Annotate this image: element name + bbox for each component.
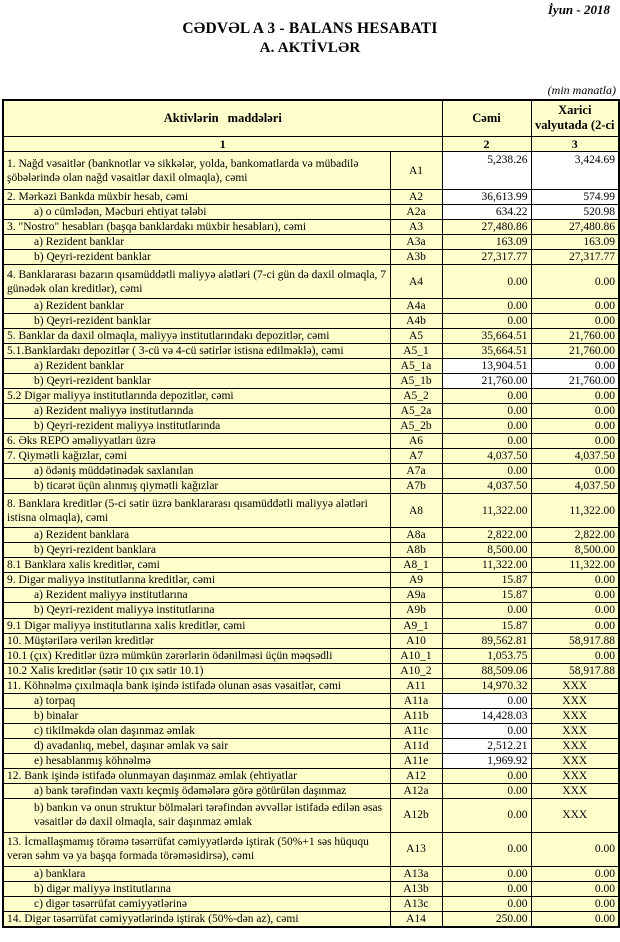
row-label-cell: 6. Əks REPO əməliyyatları üzrə [3,434,390,449]
table-row [3,618,619,633]
row-label-cell: 5. Banklar da daxil olmaqla, maliyyə institutlarındakı depozitlər, cəmi [3,329,390,344]
table-row [3,152,619,190]
row-total-cell: 27,480.86 [442,220,531,235]
row-code-cell: A8b [390,543,442,558]
column-number-foreign: 3 [531,136,619,152]
column-number-items: 1 [3,136,442,152]
unit-note: (min manatla) [547,83,616,97]
column-number-row [3,136,619,152]
row-foreign-cell: 0.00 [531,314,619,329]
row-code-cell: A4a [390,299,442,314]
row-code-cell: A5_1 [390,344,442,359]
table-row [3,603,619,618]
row-total-cell: 88,509.06 [442,663,531,678]
row-code-cell: A8a [390,528,442,543]
table-row [3,449,619,464]
row-foreign-cell: 27,317.77 [531,250,619,265]
row-total-cell: 2,512.21 [442,738,531,753]
row-label-cell: 1. Nağd vəsaitlər (banknotlar və sikkələr, yolda, bankomatlarda və mübadilə şöbələrində olan nağd vəsaitlər daxil olmaqla), cəmi [3,152,390,190]
row-code-cell: A7b [390,479,442,494]
row-total-cell: 15.87 [442,588,531,603]
row-total-cell: 0.00 [442,693,531,708]
row-total-cell: 0.00 [442,603,531,618]
row-foreign-cell: 27,480.86 [531,220,619,235]
table-row [3,738,619,753]
row-label-cell: b) Qeyri-rezident maliyyə institutlarında [3,419,390,434]
row-foreign-cell: 3,424.69 [531,152,619,190]
table-row [3,220,619,235]
table-row [3,798,619,832]
row-foreign-cell: 4,037.50 [531,479,619,494]
table-row [3,768,619,783]
table-row [3,479,619,494]
row-total-cell: 27,317.77 [442,250,531,265]
row-label-cell: b) bankın və onun struktur bölmələri tərəfindən əvvəllər istifadə edilən əsas vəsaitlər də daxil olmaqla, sair daşınmaz əmlak [3,798,390,832]
table-row [3,265,619,299]
row-foreign-cell: 58,917.88 [531,663,619,678]
table-row [3,314,619,329]
column-header-foreign: Xarici valyutada (2-ci [531,100,619,136]
table-row [3,419,619,434]
table-row [3,588,619,603]
row-label-cell: b) Qeyri-rezident banklar [3,314,390,329]
row-label-cell: a) Rezident banklara [3,528,390,543]
table-row [3,753,619,768]
row-foreign-cell: XXX [531,738,619,753]
row-total-cell: 163.09 [442,235,531,250]
row-foreign-cell: 0.00 [531,648,619,663]
table-header-row [3,100,619,136]
row-label-cell: 10. Müştərilərə verilən kreditlər [3,633,390,648]
row-code-cell: A3b [390,250,442,265]
row-foreign-cell: 0.00 [531,434,619,449]
row-total-cell: 250.00 [442,911,531,927]
row-foreign-cell: 0.00 [531,464,619,479]
row-label-cell: 4. Banklararası bazarın qısamüddətli maliyyə alətləri (7-ci gün də daxil olmaqla, 7 günədək olan kreditlər), cəmi [3,265,390,299]
row-total-cell: 36,613.99 [442,190,531,205]
table-row [3,558,619,573]
table-row [3,573,619,588]
row-total-cell: 1,053.75 [442,648,531,663]
row-code-cell: A4b [390,314,442,329]
row-label-cell: 8.1 Banklara xalis kreditlər, cəmi [3,558,390,573]
row-label-cell: 9. Digər maliyyə institutlarına kreditlər, cəmi [3,573,390,588]
row-code-cell: A12 [390,768,442,783]
row-label-cell: 14. Digər təsərrüfat cəmiyyətlərində iştirak (50%-dən az), cəmi [3,911,390,927]
row-total-cell: 0.00 [442,881,531,896]
row-foreign-cell: XXX [531,753,619,768]
column-number-total: 2 [442,136,531,152]
row-foreign-cell: XXX [531,693,619,708]
row-total-cell: 0.00 [442,723,531,738]
row-foreign-cell: 21,760.00 [531,374,619,389]
table-row [3,528,619,543]
row-code-cell: A8_1 [390,558,442,573]
row-foreign-cell: 0.00 [531,389,619,404]
row-code-cell: A7 [390,449,442,464]
row-code-cell: A6 [390,434,442,449]
row-foreign-cell: 520.98 [531,205,619,220]
row-code-cell: A5_2b [390,419,442,434]
row-label-cell: d) avadanlıq, mebel, daşınar əmlak və sair [3,738,390,753]
table-row [3,344,619,359]
row-foreign-cell: 574.99 [531,190,619,205]
row-label-cell: 7. Qiymətli kağızlar, cəmi [3,449,390,464]
row-label-cell: 8. Banklara kreditlər (5-ci sətir üzrə banklararası qısamüddətli maliyyə alətləri istisna olmaqla), cəmi [3,494,390,528]
row-total-cell: 0.00 [442,299,531,314]
row-code-cell: A4 [390,265,442,299]
row-total-cell: 0.00 [442,798,531,832]
table-row [3,911,619,927]
table-row [3,494,619,528]
row-code-cell: A7a [390,464,442,479]
row-total-cell: 0.00 [442,866,531,881]
row-code-cell: A10_1 [390,648,442,663]
row-foreign-cell: 0.00 [531,603,619,618]
row-code-cell: A13a [390,866,442,881]
row-code-cell: A8 [390,494,442,528]
row-foreign-cell: 0.00 [531,573,619,588]
table-row [3,190,619,205]
row-label-cell: a) banklara [3,866,390,881]
table-row [3,250,619,265]
row-label-cell: b) Qeyri-rezident banklar [3,374,390,389]
table-row [3,723,619,738]
row-foreign-cell: XXX [531,798,619,832]
table-row [3,633,619,648]
row-label-cell: a) Rezident banklar [3,359,390,374]
row-label-cell: a) bank tərəfindən vaxtı keçmiş ödəmələrə görə götürülən daşınmaz [3,783,390,798]
row-code-cell: A14 [390,911,442,927]
row-total-cell: 21,760.00 [442,374,531,389]
row-foreign-cell: 0.00 [531,419,619,434]
row-foreign-cell: 0.00 [531,265,619,299]
row-total-cell: 0.00 [442,832,531,866]
row-foreign-cell: 0.00 [531,832,619,866]
row-total-cell: 1,969.92 [442,753,531,768]
row-foreign-cell: XXX [531,708,619,723]
row-code-cell: A11e [390,753,442,768]
row-total-cell: 2,822.00 [442,528,531,543]
row-total-cell: 11,322.00 [442,494,531,528]
row-total-cell: 0.00 [442,768,531,783]
row-foreign-cell: XXX [531,768,619,783]
row-code-cell: A5_2a [390,404,442,419]
row-label-cell: 5.1.Banklardakı depozitlər ( 3-cü və 4-cü sətirlər istisna edilməklə), cəmi [3,344,390,359]
row-foreign-cell: 11,322.00 [531,494,619,528]
row-foreign-cell: 163.09 [531,235,619,250]
table-row [3,896,619,911]
report-title: CƏDVƏL A 3 - BALANS HESABATI [182,20,438,37]
row-total-cell: 0.00 [442,265,531,299]
row-total-cell: 5,238.26 [442,152,531,190]
table-row [3,663,619,678]
table-row [3,329,619,344]
row-total-cell: 15.87 [442,618,531,633]
row-label-cell: 13. İcmallaşmamış törəmə təsərrüfat cəmiyyətlərdə iştirak (50%+1 səs hüququ verən səhm və ya başqa formada törəməsidirsə), cəmi [3,832,390,866]
row-foreign-cell: 0.00 [531,911,619,927]
row-total-cell: 0.00 [442,783,531,798]
row-total-cell: 0.00 [442,404,531,419]
row-total-cell: 0.00 [442,419,531,434]
row-total-cell: 634.22 [442,205,531,220]
row-foreign-cell: XXX [531,783,619,798]
row-foreign-cell: 0.00 [531,299,619,314]
row-label-cell: b) Qeyri-rezident banklar [3,250,390,265]
table-row [3,881,619,896]
row-foreign-cell: 8,500.00 [531,543,619,558]
table-row [3,205,619,220]
row-foreign-cell: 0.00 [531,896,619,911]
table-row [3,543,619,558]
table-row [3,434,619,449]
row-foreign-cell: XXX [531,678,619,693]
report-subtitle: A. AKTİVLƏR [259,40,361,56]
row-label-cell: 10.1 (çıx) Kreditlər üzrə mümkün zərərlərin ödənilməsi üçün məqsədli [3,648,390,663]
balance-sheet-table [2,99,620,928]
row-foreign-cell: 11,322.00 [531,558,619,573]
row-label-cell: e) hesablanmış köhnəlmə [3,753,390,768]
row-label-cell: b) binalar [3,708,390,723]
row-code-cell: A3a [390,235,442,250]
row-code-cell: A1 [390,152,442,190]
table-row [3,299,619,314]
row-code-cell: A11b [390,708,442,723]
column-header-items: Aktivlərin maddələri [3,100,442,136]
table-row [3,678,619,693]
row-label-cell: 11. Köhnəlmə çıxılmaqla bank işində istifadə olunan əsas vəsaitlər, cəmi [3,678,390,693]
row-label-cell: 2. Mərkəzi Bankda müxbir hesab, cəmi [3,190,390,205]
table-row [3,235,619,250]
row-total-cell: 13,904.51 [442,359,531,374]
row-label-cell: a) o cümlədən, Məcburi ehtiyat tələbi [3,205,390,220]
row-code-cell: A9b [390,603,442,618]
row-label-cell: a) ödəniş müddətinədək saxlanılan [3,464,390,479]
table-row [3,783,619,798]
row-total-cell: 14,970.32 [442,678,531,693]
row-label-cell: c) tikilməkdə olan daşınmaz əmlak [3,723,390,738]
row-total-cell: 0.00 [442,314,531,329]
row-total-cell: 14,428.03 [442,708,531,723]
row-label-cell: b) ticarət üçün alınmış qiymətli kağızlar [3,479,390,494]
row-code-cell: A11c [390,723,442,738]
row-label-cell: a) Rezident banklar [3,299,390,314]
row-label-cell: 5.2 Digər maliyyə institutlarında depozitlər, cəmi [3,389,390,404]
column-header-total: Cəmi [442,100,531,136]
row-code-cell: A3 [390,220,442,235]
row-total-cell: 11,322.00 [442,558,531,573]
row-code-cell: A12b [390,798,442,832]
row-code-cell: A9a [390,588,442,603]
table-row [3,866,619,881]
row-foreign-cell: 0.00 [531,881,619,896]
row-foreign-cell: 0.00 [531,359,619,374]
row-label-cell: c) digər təsərrüfat cəmiyyətlərinə [3,896,390,911]
row-code-cell: A11a [390,693,442,708]
row-total-cell: 0.00 [442,389,531,404]
row-code-cell: A5_1b [390,374,442,389]
table-row [3,374,619,389]
row-foreign-cell: 0.00 [531,618,619,633]
row-label-cell: b) Qeyri-rezident banklara [3,543,390,558]
row-label-cell: b) Qeyri-rezident maliyyə institutlarına [3,603,390,618]
row-total-cell: 4,037.50 [442,449,531,464]
row-foreign-cell: 0.00 [531,866,619,881]
row-foreign-cell: 2,822.00 [531,528,619,543]
row-total-cell: 8,500.00 [442,543,531,558]
row-foreign-cell: XXX [531,723,619,738]
row-code-cell: A13c [390,896,442,911]
row-label-cell: a) torpaq [3,693,390,708]
row-label-cell: 3. "Nostro" hesabları (başqa banklardakı müxbir hesabları), cəmi [3,220,390,235]
table-row [3,708,619,723]
table-row [3,359,619,374]
row-total-cell: 35,664.51 [442,329,531,344]
table-row [3,464,619,479]
table-row [3,832,619,866]
row-label-cell: a) Rezident banklar [3,235,390,250]
row-foreign-cell: 0.00 [531,404,619,419]
row-total-cell: 4,037.50 [442,479,531,494]
row-total-cell: 0.00 [442,896,531,911]
row-label-cell: 9.1 Digər maliyyə institutlarına xalis kreditlər, cəmi [3,618,390,633]
table-row [3,693,619,708]
row-code-cell: A2a [390,205,442,220]
report-date: İyun - 2018 [547,2,610,17]
row-foreign-cell: 21,760.00 [531,344,619,359]
row-code-cell: A9 [390,573,442,588]
row-code-cell: A10 [390,633,442,648]
row-foreign-cell: 58,917.88 [531,633,619,648]
row-code-cell: A10_2 [390,663,442,678]
row-label-cell: a) Rezident maliyyə institutlarına [3,588,390,603]
row-foreign-cell: 0.00 [531,588,619,603]
row-code-cell: A5_1a [390,359,442,374]
row-label-cell: 10.2 Xalis kreditlər (sətir 10 çıx sətir 10.1) [3,663,390,678]
row-code-cell: A5 [390,329,442,344]
row-foreign-cell: 21,760.00 [531,329,619,344]
row-total-cell: 35,664.51 [442,344,531,359]
row-code-cell: A9_1 [390,618,442,633]
row-label-cell: 12. Bank işində istifadə olunmayan daşınmaz əmlak (ehtiyatlar [3,768,390,783]
row-total-cell: 0.00 [442,464,531,479]
row-total-cell: 89,562.81 [442,633,531,648]
row-code-cell: A13b [390,881,442,896]
row-label-cell: a) Rezident maliyyə institutlarında [3,404,390,419]
row-code-cell: A13 [390,832,442,866]
row-code-cell: A11 [390,678,442,693]
row-total-cell: 15.87 [442,573,531,588]
table-row [3,404,619,419]
row-label-cell: b) digər maliyyə institutlarına [3,881,390,896]
row-code-cell: A11d [390,738,442,753]
row-code-cell: A2 [390,190,442,205]
table-row [3,648,619,663]
row-foreign-cell: 4,037.50 [531,449,619,464]
row-code-cell: A5_2 [390,389,442,404]
table-row [3,389,619,404]
row-total-cell: 0.00 [442,434,531,449]
row-code-cell: A12a [390,783,442,798]
